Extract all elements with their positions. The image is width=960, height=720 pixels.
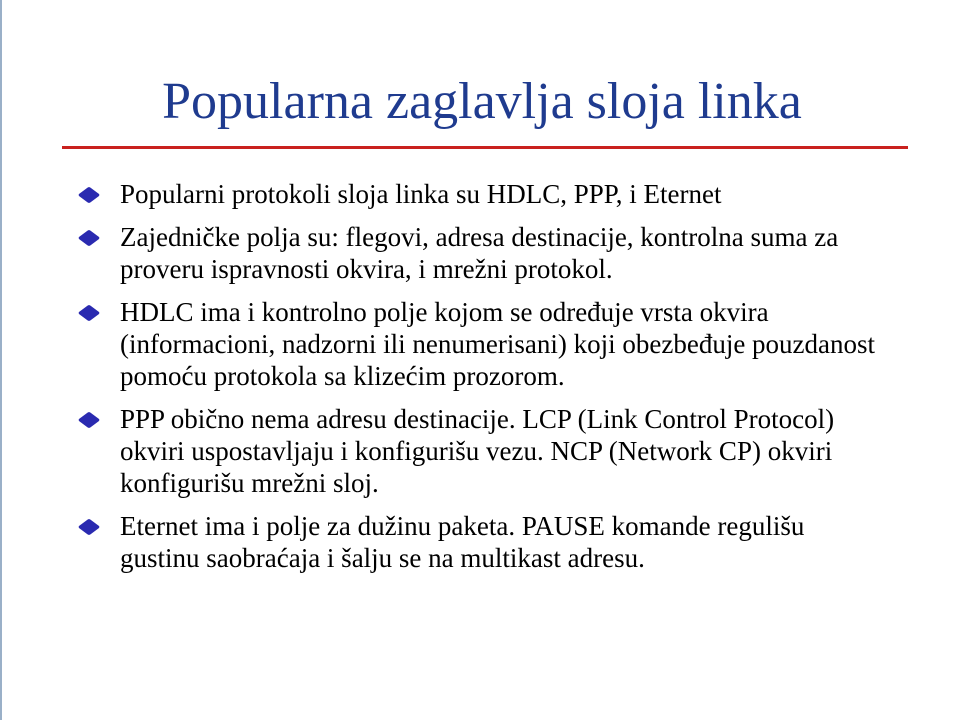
bullet-text: Eternet ima i polje za dužinu paketa. PAUSE komande regulišu gustinu saobraćaja i šalju se na multikast adresu. <box>120 511 805 573</box>
bullet-text: Popularni protokoli sloja linka su HDLC, PPP, i Eternet <box>120 179 722 209</box>
slide-title: Popularna zaglavlja sloja linka <box>162 73 802 130</box>
bullet-item <box>82 296 882 392</box>
bullet-text: PPP obično nema adresu destinacije. LCP (Link Control Protocol) okviri uspostavljaju i konfigurišu vezu. NCP (Network CP) okviri konfigurišu mrežni sloj. <box>120 404 835 498</box>
bullet-item <box>82 510 882 574</box>
bullet-item <box>82 178 882 210</box>
bullet-item <box>82 221 882 285</box>
diamond-bullet-icon <box>78 229 101 246</box>
bullet-item <box>82 403 882 499</box>
diamond-bullet-icon <box>78 518 101 535</box>
bullet-text: HDLC ima i kontrolno polje kojom se određuje vrsta okvira (informacioni, nadzorni ili nenumerisani) koji obezbeđuje pouzdanost pomoću protokola sa klizećim prozorom. <box>120 297 876 391</box>
diamond-bullet-icon <box>78 186 101 203</box>
title-underline <box>62 146 908 149</box>
diamond-bullet-icon <box>78 411 101 428</box>
bullet-list <box>82 178 882 585</box>
bullet-text: Zajedničke polja su: flegovi, adresa destinacije, kontrolna suma za proveru ispravnosti okvira, i mrežni protokol. <box>120 222 839 284</box>
diamond-bullet-icon <box>78 304 101 321</box>
